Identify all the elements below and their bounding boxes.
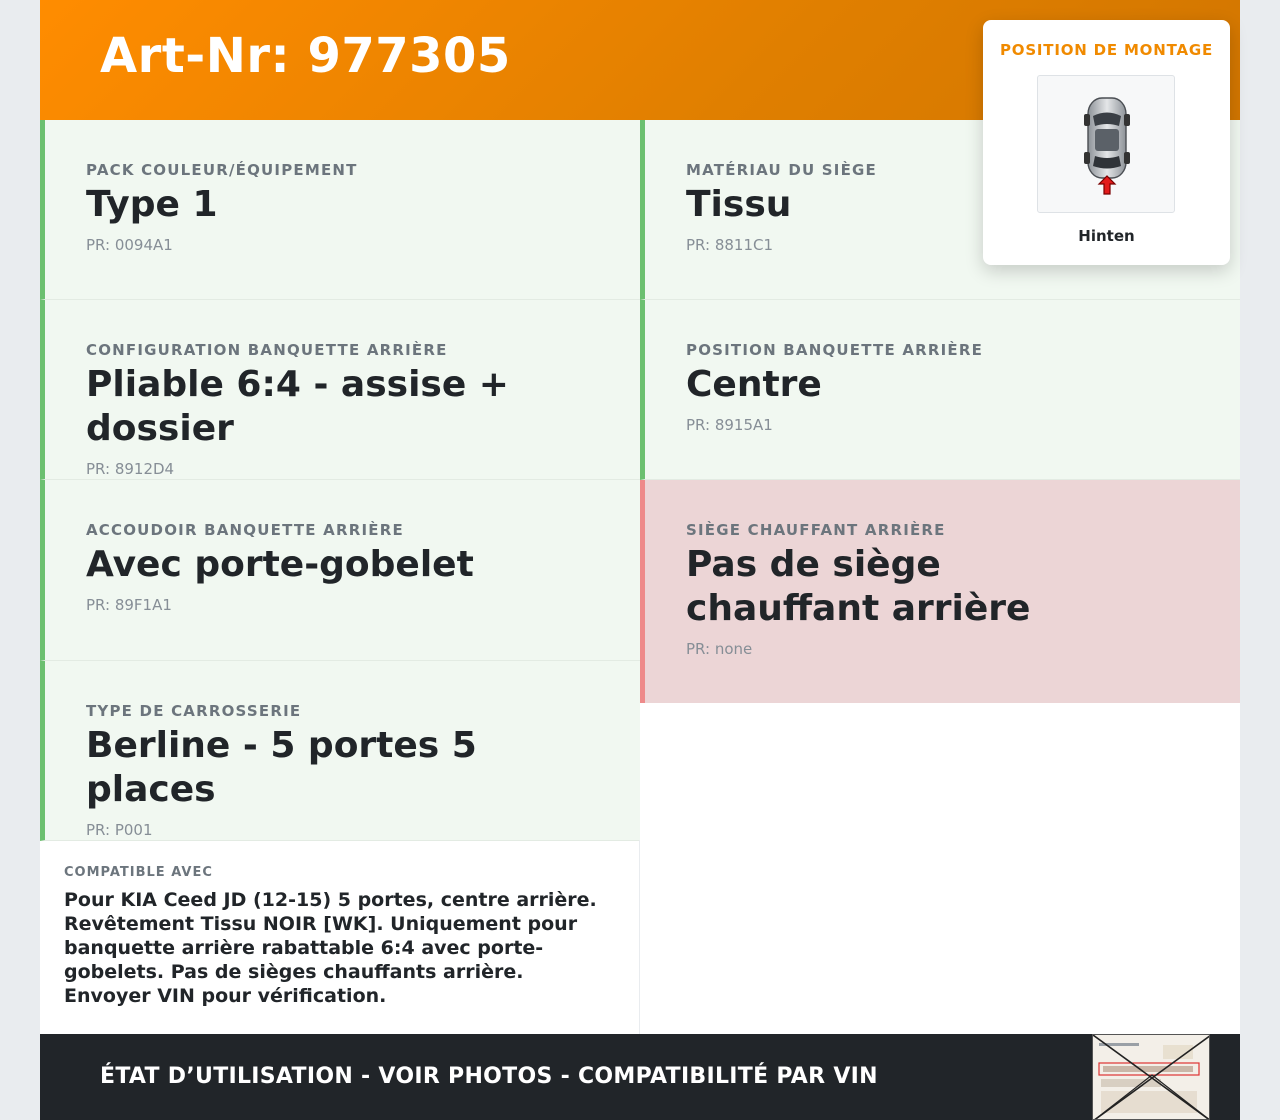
attribute-label: SIÈGE CHAUFFANT ARRIÈRE <box>686 521 946 539</box>
attribute-value: Centre <box>686 364 822 405</box>
attribute-card-rear-seat-heating <box>640 480 1240 703</box>
attribute-pr-code: PR: 0094A1 <box>86 236 173 254</box>
mounting-position-caption: Hinten <box>1078 227 1135 245</box>
car-top-view-rear-arrow-icon <box>1038 76 1174 212</box>
attribute-card-armrest <box>40 480 640 661</box>
attribute-label: MATÉRIAU DU SIÈGE <box>686 161 877 179</box>
attribute-value: Type 1 <box>86 184 218 225</box>
attribute-card-body-type <box>40 661 640 841</box>
article-number-title: Art-Nr: 977305 <box>100 28 511 84</box>
attribute-label: CONFIGURATION BANQUETTE ARRIÈRE <box>86 341 448 359</box>
compatibility-text: Pour KIA Ceed JD (12-15) 5 portes, centre arrière. Revêtement Tissu NOIR [WK]. Uniquement pour banquette arrière rabattable 6:4 avec porte-gobelets. Pas de sièges chauffants arrière. Envoyer VIN pour vérification. <box>64 889 597 1007</box>
attribute-value: Tissu <box>686 184 792 225</box>
compatibility-section <box>40 840 640 1034</box>
attribute-value: Avec porte-gobelet <box>86 544 474 585</box>
attribute-card-rear-bench-config <box>40 300 640 480</box>
compatibility-label: COMPATIBLE AVEC <box>64 865 213 880</box>
attribute-pr-code: PR: 89F1A1 <box>86 596 172 614</box>
attribute-value: Berline - 5 portes 5 places <box>86 725 477 810</box>
attribute-label: POSITION BANQUETTE ARRIÈRE <box>686 341 984 359</box>
registration-document-icon <box>1093 1035 1210 1120</box>
attribute-pr-code: PR: 8912D4 <box>86 460 175 478</box>
attribute-value: Pliable 6:4 - assise + dossier <box>86 364 509 449</box>
mounting-position-card <box>983 20 1230 265</box>
attribute-pr-code: PR: 8915A1 <box>686 416 773 434</box>
attribute-pr-code: PR: 8811C1 <box>686 236 774 254</box>
registration-document-thumbnail[interactable] <box>1092 1034 1210 1120</box>
mounting-position-image <box>1037 75 1175 213</box>
footer-notice: ÉTAT D’UTILISATION - VOIR PHOTOS - COMPATIBILITÉ PAR VIN <box>100 1064 878 1089</box>
attribute-pr-code: PR: P001 <box>86 821 153 839</box>
product-sheet <box>40 0 1240 1120</box>
mounting-position-title: POSITION DE MONTAGE <box>999 41 1214 59</box>
footer-bar <box>40 1034 1240 1120</box>
attribute-card-color-pack <box>40 120 640 300</box>
attribute-label: TYPE DE CARROSSERIE <box>86 702 302 720</box>
attribute-card-rear-bench-position <box>640 300 1240 480</box>
attribute-value: Pas de siège chauffant arrière <box>686 544 1031 629</box>
attribute-label: PACK COULEUR/ÉQUIPEMENT <box>86 161 358 179</box>
attribute-label: ACCOUDOIR BANQUETTE ARRIÈRE <box>86 521 404 539</box>
attribute-pr-code: PR: none <box>686 640 753 658</box>
